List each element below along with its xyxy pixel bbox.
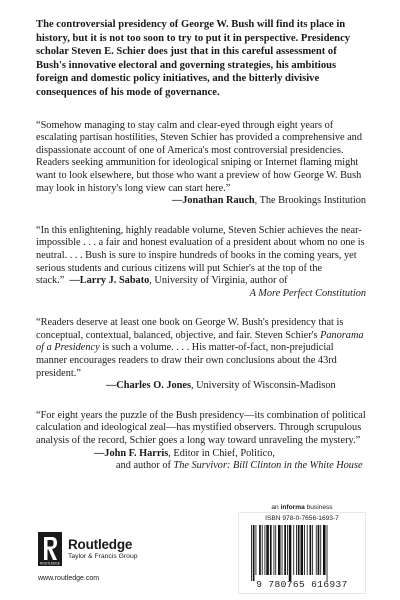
endorsement-attribution [36, 195, 366, 208]
endorser-affiliation: , The Brookings Institution [254, 195, 366, 207]
barcode-bar [270, 525, 272, 575]
endorser-affiliation: , University of Virginia, author of [149, 275, 288, 287]
publisher-logo [38, 532, 138, 566]
informa-tagline: an informa business [271, 504, 333, 511]
routledge-r-icon [38, 532, 62, 566]
barcode-bar [259, 525, 261, 575]
barcode-bar [327, 525, 328, 581]
endorsement-attribution [36, 448, 366, 461]
isbn-barcode [238, 512, 366, 594]
barcode-bar [289, 525, 292, 581]
endorser-book-title: The Survivor: Bill Clinton in the White House [173, 460, 363, 472]
barcode-bar [251, 525, 252, 581]
endorser-name: —John F. Harris [94, 447, 169, 459]
barcode-bar [318, 525, 320, 575]
endorsement-text: “Readers deserve at least one book on George W. Bush's presidency that is conceptual, contextual, balanced, objective, and fair. Steven Schier's Panorama of a Presidency is such a volume. . . . His matter-of-fact, non-prejudicial manner encourages readers to draw their own conclusions about the 43rd president.” [36, 317, 364, 379]
barcode-bar [274, 525, 275, 575]
barcode-bar [287, 525, 288, 575]
barcode-bar [284, 525, 286, 575]
book-blurb: The controversial presidency of George W. Bush will find its place in history, but it is not too soon to try to put it in perspective. Presidency scholar Steven E. Schier does just that in this careful assessment of Bush's innovative electoral and governing strategies, his ambitious foreign and domestic policy initiatives, and the bitterly divisive consequences of his mode of governance. [36, 19, 351, 98]
endorsement-attribution [36, 288, 366, 301]
barcode-bar [253, 525, 255, 581]
barcode-bar [304, 525, 305, 575]
endorsement-text: “For eight years the puzzle of the Bush presidency—its combination of political calculation and ideological zeal—has mystified observers. Through scrupulous analysis of the record, Schier goes a long way toward unraveling the mystery.” [36, 409, 366, 447]
isbn-number: ISBN 978-0-7656-1693-7 [265, 515, 339, 522]
publisher-name: Routledge [68, 536, 133, 552]
endorser-book-title: A More Perfect Constitution [249, 287, 366, 299]
barcode-bar [265, 525, 266, 575]
endorsement-jones [36, 317, 366, 393]
informa-brand: informa [280, 504, 305, 511]
barcode-digits: 9 780765 616937 [256, 579, 348, 590]
svg-text:ROUTLEDGE: ROUTLEDGE [40, 561, 60, 566]
barcode-bar [307, 525, 308, 575]
endorser-name: —Charles O. Jones [106, 380, 191, 392]
endorsement-attribution [36, 380, 366, 393]
endorser-name: —Larry J. Sabato [69, 275, 150, 287]
barcode-bar [293, 525, 294, 575]
publisher-website: www.routledge.com [38, 575, 100, 582]
endorsement-text: “In this enlightening, highly readable volume, Steven Schier achieves the near-impossible . . . a fair and honest evaluation of a president about whom no one is neutral. . . . Bush is sure to inspire hundreds of books in the coming years, yet serious students and curious citizens will put Schier's at the top of the stack.” —Larry J. Sabato, University of Virginia, author of [36, 224, 365, 287]
book-title: Panorama of a Presidency [36, 329, 364, 354]
endorser-name: —Jonathan Rauch [171, 195, 255, 207]
endorsement-sabato [36, 225, 366, 301]
endorsement-attribution-line2: and author of The Survivor: Bill Clinton in the White House [116, 460, 363, 472]
barcode-bar [323, 525, 326, 575]
barcode-bar [298, 525, 300, 575]
barcode-bar [262, 525, 263, 575]
barcode-bar [266, 525, 269, 575]
endorser-affiliation: , University of Wisconsin-Madison [190, 380, 336, 392]
endorsement-harris [36, 410, 366, 473]
barcode-bar [278, 525, 281, 575]
barcode-bar [282, 525, 283, 575]
barcode-bars [249, 525, 357, 581]
barcode-bar [316, 525, 317, 575]
barcode-bar [296, 525, 297, 575]
cover-footer [0, 480, 400, 600]
barcode-bar [275, 525, 276, 575]
endorsement-text: “Somehow managing to stay calm and clear-eyed through eight years of escalating partisan hostilities, Steven Schier has provided a comprehensive and dispassionate account of one of America's most controversial presidencies. Readers seeking ammunition for ideological sniping or Internet flaming might want to look elsewhere, but those who want a preview of how George W. Bush may look in history's long view can start here.” [36, 119, 362, 194]
barcode-bar [256, 525, 257, 575]
barcode-bar [320, 525, 321, 575]
publisher-group: Taylor & Francis Group [68, 552, 138, 560]
barcode-bar [301, 525, 304, 575]
endorsement-rauch [36, 120, 366, 208]
barcode-bar [310, 525, 312, 575]
endorser-affiliation: , Editor in Chief, Politico, [168, 447, 275, 459]
barcode-bar [312, 525, 313, 575]
